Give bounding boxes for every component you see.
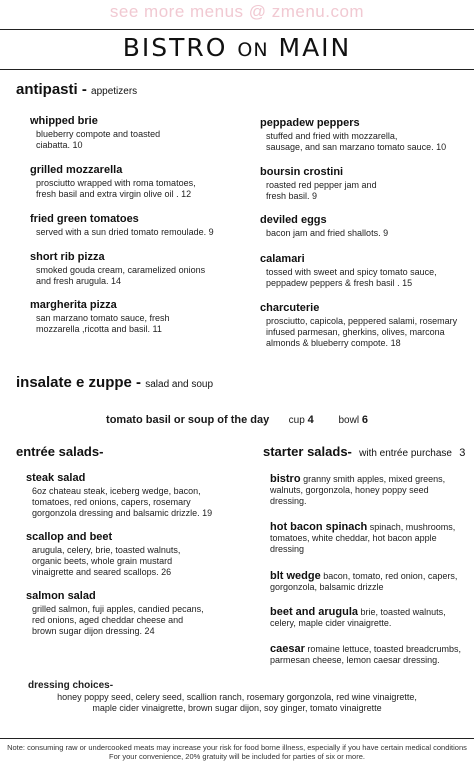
antipasti-item [260, 165, 470, 202]
menu-item-description: fresh basil. 9 [266, 191, 318, 201]
menu-item-name: charcuterie [260, 302, 320, 314]
menu-item-description: bacon jam and fried shallots. 9 [266, 228, 389, 238]
menu-item-description: dressing. [270, 496, 307, 506]
footer-note [0, 743, 474, 761]
menu-item-description: organic beets, whole grain mustard [32, 556, 173, 566]
footer-line: For your convenience, 20% gratuity will be included for parties of six or more. [109, 752, 365, 761]
dressing-line: honey poppy seed, celery seed, scallion ranch, rosemary gorgonzola, red wine vinaigrette, [57, 692, 417, 702]
menu-item-description: arugula, celery, brie, toasted walnuts, [32, 545, 181, 555]
menu-item-description: san marzano tomato sauce, fresh [36, 313, 170, 323]
dressing-line: maple cider vinaigrette, brown sugar dijon, soy ginger, tomato vinaigrette [92, 703, 382, 713]
antipasti-item [260, 252, 470, 289]
menu-item-description: infused parmesan, gherkins, olives, marcona [266, 327, 445, 337]
menu-item-description: red onions, aged cheddar cheese and [32, 615, 184, 625]
starter-salad-first-line [270, 474, 470, 485]
footer-line: Note: consuming raw or undercooked meats may increase your risk for food borne illness, especially if you have certain medical conditions [7, 743, 467, 752]
starter-salads-price: 3 [459, 447, 466, 459]
dressing-options [0, 692, 474, 714]
cup-price: 4 [307, 414, 314, 426]
watermark-text: see more menus @ zmenu.com [109, 2, 365, 21]
antipasti-item [260, 301, 470, 349]
antipasti-heading-label: antipasti - [16, 81, 87, 98]
menu-item-description: blueberry compote and toasted [36, 129, 161, 139]
footer-rule [0, 738, 474, 739]
menu-item-description: walnuts, gorgonzola, honey poppy seed [270, 485, 429, 495]
title-part-main: MAIN [268, 33, 352, 62]
menu-item-description: brown sugar dijon dressing. 24 [32, 626, 155, 636]
menu-item-description: served with a sun dried tomato remoulade. 9 [36, 227, 214, 237]
starter-salad-first-line [270, 522, 470, 533]
starter-salads-subheading: with entrée purchase [359, 448, 452, 459]
menu-item-name: scallop and beet [26, 531, 113, 543]
menu-item-description: peppadew peppers & fresh basil . 15 [266, 278, 413, 288]
insalate-heading [16, 374, 213, 391]
soup-name: tomato basil or soup of the day [106, 414, 270, 426]
starter-salads-heading-label: starter salads- [263, 444, 352, 459]
menu-item-name: peppadew peppers [260, 117, 360, 129]
menu-item-name: hot bacon spinach [270, 521, 368, 533]
header-bottom-rule [0, 69, 474, 70]
menu-item-description: fresh basil and extra virgin olive oil . 12 [36, 189, 192, 199]
header-top-rule [0, 29, 474, 30]
entree-salads-heading: entrée salads- [16, 444, 104, 459]
menu-item-description: spinach, mushrooms, [369, 522, 456, 532]
menu-item-name: bistro [270, 473, 301, 485]
antipasti-item [30, 212, 230, 238]
menu-item-name: calamari [260, 253, 305, 265]
cup-label: cup [288, 415, 305, 426]
starter-salad-first-line [270, 571, 470, 582]
menu-item-description: tossed with sweet and spicy tomato sauce, [266, 267, 437, 277]
menu-item-description: bacon, tomato, red onion, capers, [323, 571, 458, 581]
menu-item-description: 6oz chateau steak, iceberg wedge, bacon, [32, 486, 201, 496]
antipasti-item [260, 116, 470, 153]
antipasti-item [260, 213, 470, 239]
menu-item-description: dressing [270, 544, 305, 554]
menu-item-description: ciabatta. 10 [36, 140, 83, 150]
starter-salad-item [270, 607, 470, 629]
menu-item-description: tomatoes, white cheddar, hot bacon apple [270, 533, 437, 543]
antipasti-item [30, 298, 230, 335]
antipasti-item [30, 163, 230, 200]
starter-salad-first-line [270, 644, 470, 655]
title-part-on: ON [237, 39, 269, 61]
menu-item-name: boursin crostini [260, 166, 344, 178]
menu-item-name: caesar [270, 643, 305, 655]
menu-item-description: tomatoes, red onions, capers, rosemary [32, 497, 191, 507]
starter-salad-item [270, 522, 470, 555]
entree-salad-item [26, 589, 241, 637]
menu-item-description: smoked gouda cream, caramelized onions [36, 265, 206, 275]
menu-item-description: stuffed and fried with mozzarella, [266, 131, 398, 141]
menu-item-name: beet and arugula [270, 606, 359, 618]
menu-item-description: parmesan cheese, lemon caesar dressing. [270, 655, 440, 665]
bowl-label: bowl [338, 415, 360, 426]
menu-item-name: grilled mozzarella [30, 164, 123, 176]
menu-item-name: whipped brie [30, 115, 98, 127]
antipasti-subheading: appetizers [91, 86, 138, 97]
insalate-subheading: salad and soup [145, 379, 214, 390]
menu-item-name: blt wedge [270, 570, 321, 582]
antipasti-item [30, 114, 230, 151]
menu-item-name: deviled eggs [260, 214, 327, 226]
menu-item-name: salmon salad [26, 590, 96, 602]
dressing-heading [28, 680, 113, 691]
starter-salads-heading [263, 444, 465, 459]
menu-item-description: almonds & blueberry compote. 18 [266, 338, 401, 348]
menu-item-name: fried green tomatoes [30, 213, 139, 225]
entree-salad-item [26, 471, 241, 519]
menu-item-description: brie, toasted walnuts, [360, 607, 446, 617]
menu-item-description: vinaigrette and seared scallops. 26 [32, 567, 172, 577]
starter-salad-first-line [270, 607, 470, 618]
menu-item-description: prosciutto, capicola, peppered salami, rosemary [266, 316, 458, 326]
menu-item-description: and fresh arugula. 14 [36, 276, 122, 286]
title-part-bistro: BISTRO [122, 33, 238, 62]
menu-item-description: granny smith apples, mixed greens, [303, 474, 446, 484]
menu-item-name: margherita pizza [30, 299, 117, 311]
menu-item-description: romaine lettuce, toasted breadcrumbs, [307, 644, 461, 654]
starter-salad-item [270, 571, 470, 593]
menu-item-description: roasted red pepper jam and [266, 180, 377, 190]
menu-item-description: celery, maple cider vinaigrette. [270, 618, 392, 628]
menu-item-name: steak salad [26, 472, 86, 484]
soup-line [0, 414, 474, 426]
antipasti-heading [16, 81, 137, 98]
entree-salad-item [26, 530, 241, 578]
menu-item-description: gorgonzola dressing and balsamic drizzle. 19 [32, 508, 213, 518]
menu-item-name: short rib pizza [30, 251, 105, 263]
starter-salad-item [270, 644, 470, 666]
menu-item-description: mozzarella ,ricotta and basil. 11 [36, 324, 162, 334]
starter-salad-item [270, 474, 470, 507]
menu-item-description: sausage, and san marzano tomato sauce. 10 [266, 142, 447, 152]
menu-item-description: prosciutto wrapped with roma tomatoes, [36, 178, 196, 188]
menu-item-description: grilled salmon, fuji apples, candied pecans, [32, 604, 204, 614]
restaurant-title [0, 33, 474, 62]
insalate-heading-label: insalate e zuppe - [16, 374, 142, 391]
dressing-heading-label: dressing choices- [28, 680, 114, 691]
antipasti-item [30, 250, 230, 287]
bowl-price: 6 [361, 414, 368, 426]
menu-item-description: gorgonzola, balsamic drizzle [270, 582, 384, 592]
